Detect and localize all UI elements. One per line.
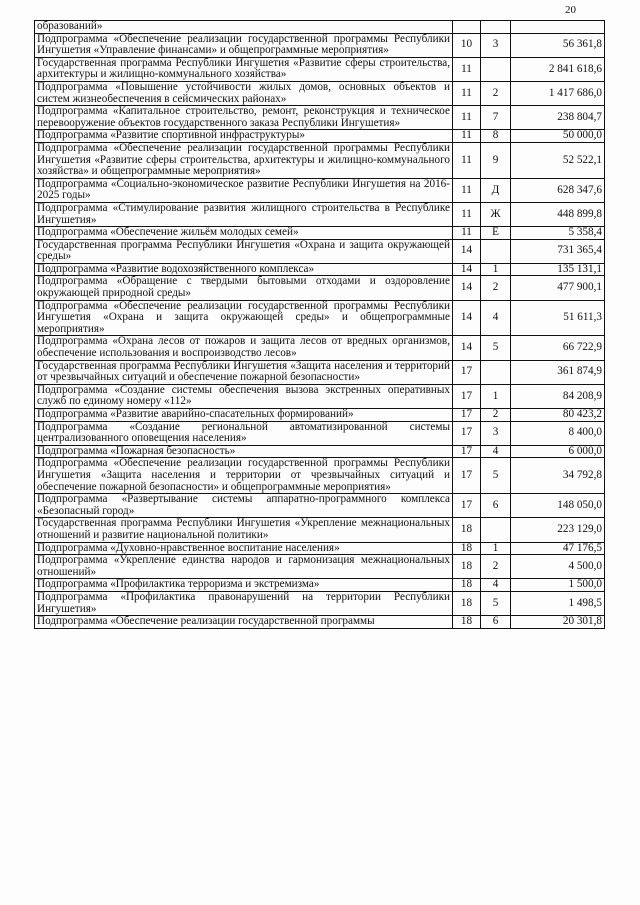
table-row xyxy=(35,542,605,555)
program-code-cell xyxy=(453,21,481,34)
amount-cell: 477 900,1 xyxy=(511,276,605,300)
subprogram-code-cell: 2 xyxy=(481,81,511,105)
program-code-cell: 18 xyxy=(453,542,481,555)
table-row xyxy=(35,300,605,336)
amount-cell: 238 804,7 xyxy=(511,106,605,130)
table-row xyxy=(35,616,605,629)
subprogram-code-cell: 8 xyxy=(481,130,511,143)
amount-cell: 34 792,8 xyxy=(511,458,605,494)
program-name-cell: образований» xyxy=(35,21,453,34)
table-row xyxy=(35,239,605,263)
program-code-cell: 11 xyxy=(453,106,481,130)
program-code-cell: 18 xyxy=(453,591,481,615)
amount-cell: 56 361,8 xyxy=(511,33,605,57)
table-row xyxy=(35,579,605,592)
subprogram-code-cell xyxy=(481,21,511,34)
amount-cell: 628 347,6 xyxy=(511,178,605,202)
subprogram-code-cell: 5 xyxy=(481,591,511,615)
program-name-cell: Подпрограмма «Обеспечение реализации государственной программы Республики Ингушетия «Управление финансами» и общепрограммные мероприятия» xyxy=(35,33,453,57)
amount-cell xyxy=(511,21,605,34)
subprogram-code-cell: 6 xyxy=(481,494,511,518)
program-code-cell: 18 xyxy=(453,555,481,579)
page-number: 20 xyxy=(565,4,576,16)
program-code-cell: 14 xyxy=(453,239,481,263)
subprogram-code-cell xyxy=(481,57,511,81)
amount-cell: 47 176,5 xyxy=(511,542,605,555)
program-name-cell: Подпрограмма «Обеспечение реализации государственной программы xyxy=(35,616,453,629)
program-code-cell: 11 xyxy=(453,178,481,202)
table-row xyxy=(35,142,605,178)
subprogram-code-cell: 5 xyxy=(481,336,511,360)
program-code-cell: 17 xyxy=(453,360,481,384)
program-code-cell: 17 xyxy=(453,494,481,518)
table-row xyxy=(35,409,605,422)
program-code-cell: 14 xyxy=(453,300,481,336)
program-name-cell: Подпрограмма «Обращение с твердыми бытовыми отходами и оздоровление окружающей природной среды» xyxy=(35,276,453,300)
amount-cell: 135 131,1 xyxy=(511,263,605,276)
amount-cell: 4 500,0 xyxy=(511,555,605,579)
program-code-cell: 17 xyxy=(453,458,481,494)
amount-cell: 448 899,8 xyxy=(511,202,605,226)
subprogram-code-cell: 4 xyxy=(481,300,511,336)
program-code-cell: 18 xyxy=(453,518,481,542)
table-row xyxy=(35,384,605,408)
program-code-cell: 17 xyxy=(453,409,481,422)
program-name-cell: Подпрограмма «Создание системы обеспечения вызова экстренных оперативных служб по единому номеру «112» xyxy=(35,384,453,408)
amount-cell: 51 611,3 xyxy=(511,300,605,336)
amount-cell: 148 050,0 xyxy=(511,494,605,518)
program-code-cell: 14 xyxy=(453,336,481,360)
table-body xyxy=(35,21,605,629)
subprogram-code-cell xyxy=(481,360,511,384)
program-name-cell: Подпрограмма «Обеспечение реализации государственной программы Республики Ингушетия «Развитие сферы строительства, архитектуры и жилищно-коммунального хозяйства» и общепрограммные мероприятия» xyxy=(35,142,453,178)
program-name-cell: Подпрограмма «Обеспечение реализации государственной программы Республики Ингушетия «Защита населения и территории от чрезвычайных ситуаций и обеспечение пожарной безопасности» и общепрограммные мероприятия» xyxy=(35,458,453,494)
program-name-cell: Подпрограмма «Пожарная безопасность» xyxy=(35,445,453,458)
program-name-cell: Подпрограмма «Развитие аварийно-спасательных формирований» xyxy=(35,409,453,422)
subprogram-code-cell: 7 xyxy=(481,106,511,130)
subprogram-code-cell: Д xyxy=(481,178,511,202)
amount-cell: 1 498,5 xyxy=(511,591,605,615)
program-name-cell: Подпрограмма «Развитие водохозяйственного комплекса» xyxy=(35,263,453,276)
program-code-cell: 17 xyxy=(453,384,481,408)
program-code-cell: 11 xyxy=(453,202,481,226)
subprogram-code-cell: Е xyxy=(481,227,511,240)
amount-cell: 1 417 686,0 xyxy=(511,81,605,105)
program-name-cell: Государственная программа Республики Ингушетия «Защита населения и территорий от чрезвычайных ситуаций и обеспечение пожарной безопасности» xyxy=(35,360,453,384)
amount-cell: 361 874,9 xyxy=(511,360,605,384)
table-row xyxy=(35,57,605,81)
amount-cell: 20 301,8 xyxy=(511,616,605,629)
subprogram-code-cell: 5 xyxy=(481,458,511,494)
table-row xyxy=(35,21,605,34)
program-name-cell: Государственная программа Республики Ингушетия «Укрепление межнациональных отношений и развитие национальной политики» xyxy=(35,518,453,542)
table-row xyxy=(35,591,605,615)
subprogram-code-cell: 4 xyxy=(481,445,511,458)
subprogram-code-cell: 1 xyxy=(481,384,511,408)
program-code-cell: 11 xyxy=(453,57,481,81)
program-code-cell: 17 xyxy=(453,421,481,445)
amount-cell: 6 000,0 xyxy=(511,445,605,458)
program-code-cell: 11 xyxy=(453,81,481,105)
table-row xyxy=(35,458,605,494)
amount-cell: 84 208,9 xyxy=(511,384,605,408)
table-row xyxy=(35,263,605,276)
table-row xyxy=(35,445,605,458)
subprogram-code-cell: 2 xyxy=(481,409,511,422)
program-code-cell: 11 xyxy=(453,227,481,240)
program-name-cell: Подпрограмма «Духовно-нравственное воспитание населения» xyxy=(35,542,453,555)
program-code-cell: 11 xyxy=(453,142,481,178)
subprogram-code-cell: 2 xyxy=(481,555,511,579)
program-name-cell: Подпрограмма «Охрана лесов от пожаров и защита лесов от вредных организмов, обеспечение использования и воспроизводство лесов» xyxy=(35,336,453,360)
program-code-cell: 10 xyxy=(453,33,481,57)
program-name-cell: Подпрограмма «Развертывание системы аппаратно-программного комплекса «Безопасный город» xyxy=(35,494,453,518)
subprogram-code-cell: 9 xyxy=(481,142,511,178)
program-name-cell: Подпрограмма «Повышение устойчивости жилых домов, основных объектов и систем жизнеобеспечения в сейсмических районах» xyxy=(35,81,453,105)
table-row xyxy=(35,421,605,445)
program-name-cell: Подпрограмма «Укрепление единства народов и гармонизация межнациональных отношений» xyxy=(35,555,453,579)
amount-cell: 8 400,0 xyxy=(511,421,605,445)
program-name-cell: Государственная программа Республики Ингушетия «Развитие сферы строительства, архитектуры и жилищно-коммунального хозяйства» xyxy=(35,57,453,81)
program-code-cell: 14 xyxy=(453,263,481,276)
table-row xyxy=(35,518,605,542)
program-name-cell: Подпрограмма «Создание региональной автоматизированной системы централизованного оповещения населения» xyxy=(35,421,453,445)
table-row xyxy=(35,106,605,130)
program-name-cell: Государственная программа Республики Ингушетия «Охрана и защита окружающей среды» xyxy=(35,239,453,263)
program-name-cell: Подпрограмма «Профилактика терроризма и экстремизма» xyxy=(35,579,453,592)
program-name-cell: Подпрограмма «Профилактика правонарушений на территории Республики Ингушетия» xyxy=(35,591,453,615)
budget-table xyxy=(34,20,605,629)
subprogram-code-cell xyxy=(481,518,511,542)
amount-cell: 52 522,1 xyxy=(511,142,605,178)
table-row xyxy=(35,555,605,579)
program-name-cell: Подпрограмма «Обеспечение реализации государственной программы Республики Ингушетия «Охрана и защита окружающей среды» и общепрограммные мероприятия» xyxy=(35,300,453,336)
amount-cell: 80 423,2 xyxy=(511,409,605,422)
amount-cell: 2 841 618,6 xyxy=(511,57,605,81)
subprogram-code-cell: 3 xyxy=(481,33,511,57)
subprogram-code-cell xyxy=(481,239,511,263)
subprogram-code-cell: 6 xyxy=(481,616,511,629)
table-row xyxy=(35,276,605,300)
subprogram-code-cell: 1 xyxy=(481,542,511,555)
table-row xyxy=(35,227,605,240)
table-row xyxy=(35,130,605,143)
table-row xyxy=(35,360,605,384)
program-name-cell: Подпрограмма «Стимулирование развития жилищного строительства в Республике Ингушетия» xyxy=(35,202,453,226)
program-name-cell: Подпрограмма «Капитальное строительство, ремонт, реконструкция и техническое перевооружение объектов государственного заказа Республики Ингушетия» xyxy=(35,106,453,130)
program-name-cell: Подпрограмма «Развитие спортивной инфраструктуры» xyxy=(35,130,453,143)
program-code-cell: 11 xyxy=(453,130,481,143)
program-code-cell: 18 xyxy=(453,579,481,592)
table-row xyxy=(35,494,605,518)
amount-cell: 5 358,4 xyxy=(511,227,605,240)
table-row xyxy=(35,178,605,202)
subprogram-code-cell: 1 xyxy=(481,263,511,276)
subprogram-code-cell: 4 xyxy=(481,579,511,592)
amount-cell: 66 722,9 xyxy=(511,336,605,360)
amount-cell: 223 129,0 xyxy=(511,518,605,542)
table-row xyxy=(35,336,605,360)
amount-cell: 50 000,0 xyxy=(511,130,605,143)
program-code-cell: 14 xyxy=(453,276,481,300)
amount-cell: 731 365,4 xyxy=(511,239,605,263)
program-code-cell: 18 xyxy=(453,616,481,629)
table-row xyxy=(35,202,605,226)
subprogram-code-cell: 2 xyxy=(481,276,511,300)
program-name-cell: Подпрограмма «Обеспечение жильём молодых семей» xyxy=(35,227,453,240)
table-row xyxy=(35,33,605,57)
table-row xyxy=(35,81,605,105)
program-code-cell: 17 xyxy=(453,445,481,458)
amount-cell: 1 500,0 xyxy=(511,579,605,592)
subprogram-code-cell: Ж xyxy=(481,202,511,226)
subprogram-code-cell: 3 xyxy=(481,421,511,445)
program-name-cell: Подпрограмма «Социально-экономическое развитие Республики Ингушетия на 2016-2025 годы» xyxy=(35,178,453,202)
